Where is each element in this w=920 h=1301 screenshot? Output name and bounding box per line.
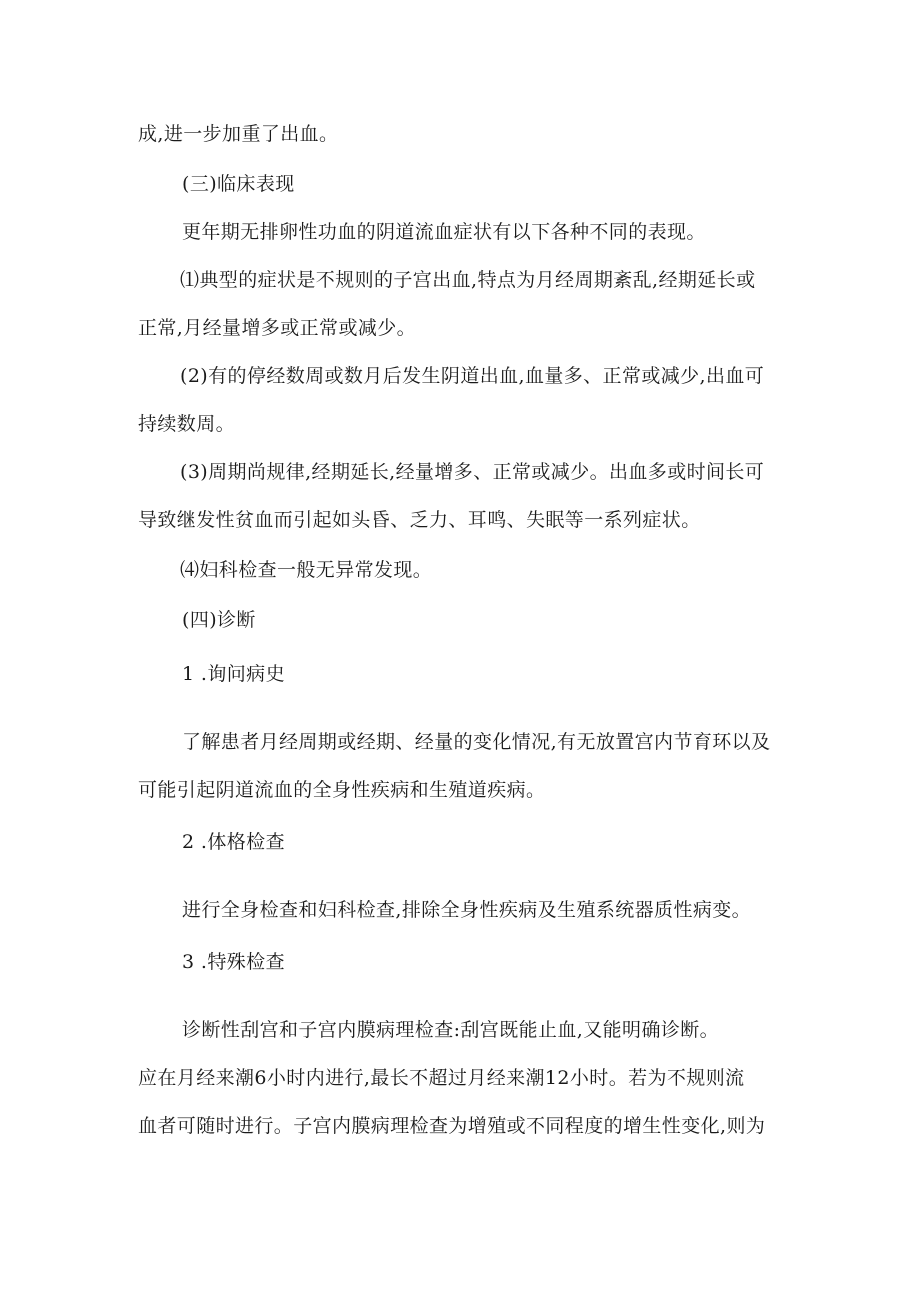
section-heading-clinical-manifestations: (三)临床表现 bbox=[182, 173, 295, 195]
paragraph-line: 诊断性刮宫和子宫内膜病理检查:刮宫既能止血,又能明确诊断。 bbox=[182, 1019, 720, 1041]
paragraph-line: 成,进一步加重了出血。 bbox=[138, 123, 339, 145]
paragraph-line: 进行全身检查和妇科检查,排除全身性疾病及生殖系统器质性病变。 bbox=[182, 899, 752, 921]
list-item-1: ⑴典型的症状是不规则的子宫出血,特点为月经周期紊乱,经期延长或 bbox=[180, 269, 756, 291]
list-item-2: (2)有的停经数周或数月后发生阴道出血,血量多、正常或减少,出血可 bbox=[180, 365, 765, 387]
paragraph-line: 应在月经来潮6小时内进行,最长不超过月经来潮12小时。若为不规则流 bbox=[138, 1067, 745, 1089]
section-heading-diagnosis: (四)诊断 bbox=[182, 609, 256, 631]
subheading-special-exam: 3 .特殊检查 bbox=[182, 951, 285, 973]
list-item-3-continued: 导致继发性贫血而引起如头昏、乏力、耳鸣、失眠等一系列症状。 bbox=[138, 509, 701, 531]
list-item-1-continued: 正常,月经量增多或正常或减少。 bbox=[138, 317, 417, 339]
list-item-2-continued: 持续数周。 bbox=[138, 413, 236, 435]
subheading-history: 1 .询问病史 bbox=[182, 663, 285, 685]
list-item-3: (3)周期尚规律,经期延长,经量增多、正常或减少。出血多或时间长可 bbox=[180, 461, 765, 483]
paragraph-line: 了解患者月经周期或经期、经量的变化情况,有无放置宫内节育环以及 bbox=[182, 731, 771, 753]
subheading-physical-exam: 2 .体格检查 bbox=[182, 831, 285, 853]
list-item-4: ⑷妇科检查一般无异常发现。 bbox=[180, 559, 433, 581]
paragraph-line: 血者可随时进行。子宫内膜病理检查为增殖或不同程度的增生性变化,则为 bbox=[138, 1115, 766, 1137]
paragraph-line: 更年期无排卵性功血的阴道流血症状有以下各种不同的表现。 bbox=[182, 221, 706, 243]
paragraph-line: 可能引起阴道流血的全身性疾病和生殖道疾病。 bbox=[138, 779, 546, 801]
